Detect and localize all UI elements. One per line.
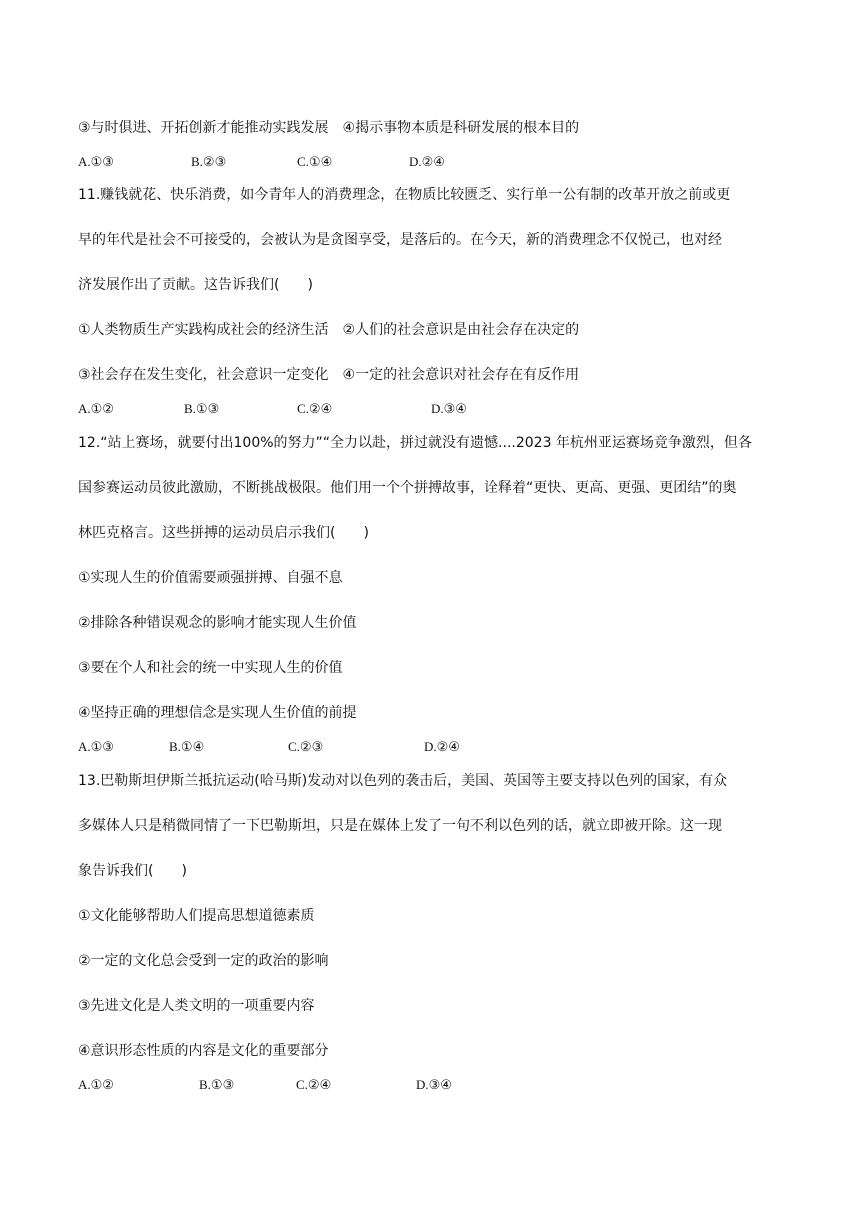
q12-statement-3: ③要在个人和社会的统一中实现人生的价值 [78, 660, 343, 676]
q11-statements-34: ③社会存在发生变化，社会意识一定变化 ④一定的社会意识对社会存在有反作用 [78, 367, 580, 383]
q13-stem-line-2: 多媒体人只是稍微同情了一下巴勒斯坦，只是在媒体上发了一句不利以色列的话，就立即被开除。这一现 [78, 818, 722, 834]
q10-option-b[interactable]: B.②③ [191, 154, 227, 169]
q12-statement-4: ④坚持正确的理想信念是实现人生价值的前提 [78, 705, 357, 721]
q11-stem-line-2: 早的年代是社会不可接受的，会被认为是贪图享受，是落后的。在今天，新的消费理念不仅悦己，也对经 [78, 232, 722, 248]
q12-stem-line-1: 12.“站上赛场，就要付出100%的努力”“全力以赴，拼过就没有遗憾....2023 年杭州亚运赛场竞争激烈，但各 [78, 435, 752, 451]
q10-option-a[interactable]: A.①③ [78, 154, 114, 169]
q10-option-d[interactable]: D.②④ [409, 154, 445, 169]
q11-option-c[interactable]: C.②④ [297, 401, 333, 416]
q11-stem-line-1: 11.赚钱就花、快乐消费，如今青年人的消费理念，在物质比较匮乏、实行单一公有制的改革开放之前或更 [78, 187, 731, 203]
q13-statement-1: ①文化能够帮助人们提高思想道德素质 [78, 908, 315, 924]
q13-stem-line-1: 13.巴勒斯坦伊斯兰抵抗运动(哈马斯)发动对以色列的袭击后，美国、英国等主要支持以色列的国家，有众 [78, 773, 728, 789]
q12-option-c[interactable]: C.②③ [288, 739, 324, 754]
q12-statement-2: ②排除各种错误观念的影响才能实现人生价值 [78, 615, 357, 631]
q13-option-d[interactable]: D.③④ [416, 1077, 452, 1092]
q12-statement-1: ①实现人生的价值需要顽强拼搏、自强不息 [78, 570, 343, 586]
q12-option-d[interactable]: D.②④ [424, 739, 460, 754]
q13-statement-2: ②一定的文化总会受到一定的政治的影响 [78, 953, 329, 969]
q12-stem-line-3: 林匹克格言。这些拼搏的运动员启示我们( ) [78, 525, 369, 541]
q13-statement-4: ④意识形态性质的内容是文化的重要部分 [78, 1043, 329, 1059]
q13-option-c[interactable]: C.②④ [296, 1077, 332, 1092]
q11-statements-12: ①人类物质生产实践构成社会的经济生活 ②人们的社会意识是由社会存在决定的 [78, 322, 580, 338]
q13-option-b[interactable]: B.①③ [199, 1077, 235, 1092]
q13-option-a[interactable]: A.①② [78, 1077, 114, 1092]
q11-stem-line-3: 济发展作出了贡献。这告诉我们( ) [78, 277, 313, 293]
q12-stem-line-2: 国参赛运动员彼此激励，不断挑战极限。他们用一个个拼搏故事，诠释着“更快、更高、更强、更团结”的奥 [78, 480, 737, 496]
q12-option-a[interactable]: A.①③ [78, 739, 114, 754]
q10-statements-34: ③与时俱进、开拓创新才能推动实践发展 ④揭示事物本质是科研发展的根本目的 [78, 120, 580, 136]
q13-statement-3: ③先进文化是人类文明的一项重要内容 [78, 998, 315, 1014]
q12-option-b[interactable]: B.①④ [169, 739, 205, 754]
q11-option-d[interactable]: D.③④ [431, 401, 467, 416]
q10-option-c[interactable]: C.①④ [297, 154, 333, 169]
q11-option-b[interactable]: B.①③ [184, 401, 220, 416]
q11-option-a[interactable]: A.①② [78, 401, 114, 416]
q13-stem-line-3: 象告诉我们( ) [78, 863, 187, 879]
